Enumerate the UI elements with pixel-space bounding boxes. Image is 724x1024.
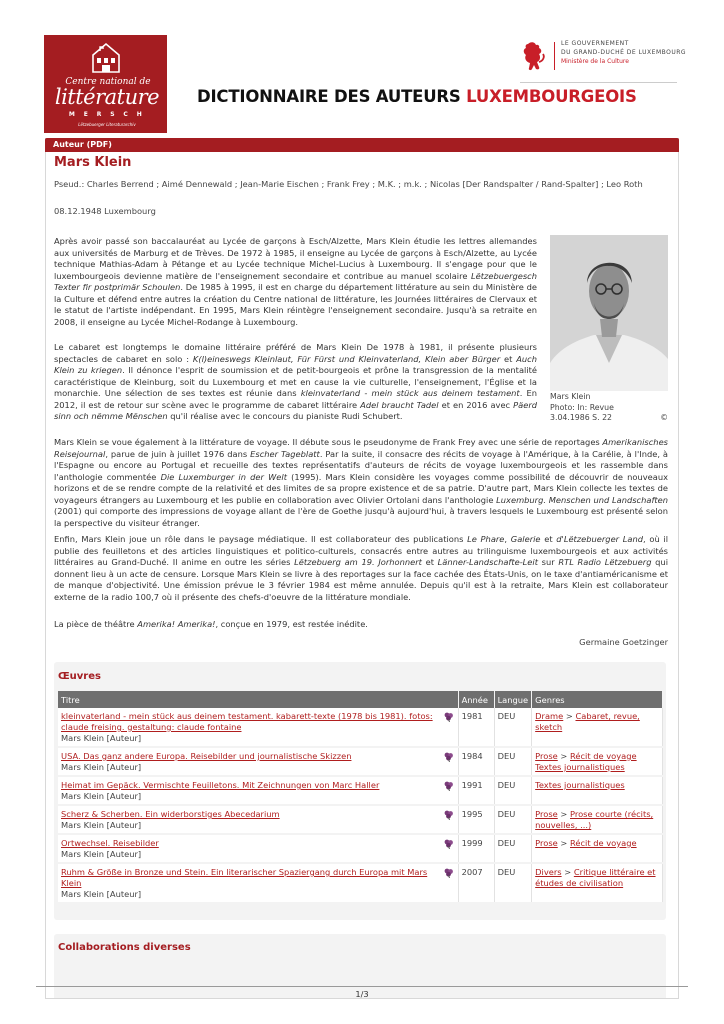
work-year: 1999 xyxy=(458,834,494,863)
logo-tagline: Lëtzebuerger Literaturarchiv xyxy=(78,122,136,127)
bio-italic: Die Luxemburger in der Welt xyxy=(160,471,287,482)
footer-rule xyxy=(36,986,688,987)
work-title-link[interactable]: kleinvaterland - mein stück aus deinem testament. kabarett-texte (1978 bis 1981). fotos: claude freising. gestaltung: claude fontaine xyxy=(61,711,433,732)
bio-paragraph-4 xyxy=(54,534,668,603)
subgenre-link[interactable]: Récit de voyage xyxy=(570,751,637,761)
government-logo[interactable] xyxy=(520,40,690,76)
bio-text: et xyxy=(540,534,557,544)
subgenre-link[interactable]: Récit de voyage xyxy=(570,838,637,848)
work-year: 1995 xyxy=(458,805,494,834)
works-table xyxy=(58,691,663,904)
bio-text: . De 1985 à 1995, il est en charge du département littérature au sein du Ministère de la Culture et défend entre autres la création du Centre national de littérature, les Journées littéraires de Clervaux et le statut de l'artiste indépendant. En 1995, Mars Klein réintègre l'enseignement secondaire. Jusqu'à sa retraite en 2008, il enseigne au Lycée Michel-Rodange à Luxembourg. xyxy=(54,282,538,327)
works-table-row xyxy=(58,805,663,834)
photo-caption-line-2: Photo: In: Revue xyxy=(550,402,614,412)
works-table-row xyxy=(58,776,663,805)
subgenre-link[interactable]: Prose courte (récits, nouvelles, ...) xyxy=(535,809,654,830)
page-number: 1/3 xyxy=(355,989,369,999)
bio-text: La pièce de théâtre xyxy=(54,619,138,629)
works-table-row xyxy=(58,708,663,747)
bio-italic: Luxemburg. Menschen und Landschaften xyxy=(496,494,668,505)
work-title-link[interactable]: USA. Das ganz andere Europa. Reisebilder und journalistische Skizzen xyxy=(61,751,352,761)
cnl-logo[interactable] xyxy=(44,35,167,133)
bio-italic: Päerd sinn och nëmme Mënschen xyxy=(54,399,537,421)
work-year: 2007 xyxy=(458,863,494,903)
page-title-main: DICTIONNAIRE DES AUTEURS xyxy=(197,87,467,106)
work-year: 1991 xyxy=(458,776,494,805)
bio-paragraph-2 xyxy=(54,342,537,423)
logo-line-2: littérature xyxy=(54,85,160,109)
work-author: Mars Klein [Auteur] xyxy=(61,849,142,859)
bio-text: , conçue en 1979, est restée inédite. xyxy=(215,619,368,629)
header-rule xyxy=(520,82,677,83)
bio-italic: Länner-Landschafte-Leit xyxy=(437,557,538,567)
grape-bullet-icon xyxy=(443,780,454,794)
bio-text: , parue de juin à juillet 1976 dans xyxy=(105,448,251,459)
logo-line-1: Centre national de xyxy=(65,77,151,87)
photo-caption-line-1: Mars Klein xyxy=(550,392,591,401)
work-lang: DEU xyxy=(494,863,532,903)
bio-text: sur xyxy=(537,557,559,567)
genre-link[interactable]: Drame xyxy=(535,711,564,721)
bio-text: , où il publie des feuilletons et des articles linguistiques et politico-culturels, consacrés entre autres au trilinguisme luxembourgeois et aux activités littéraires au Grand-Duché. Il anime en outre les séries xyxy=(54,534,669,567)
bio-italic: Amerikanisches Reisejournal xyxy=(54,437,668,459)
bio-text: (2001) qui comporte des impressions de voyage allant de l'ère de Goethe jusqu'à aujourd'hui, à travers lesquels le Luxembourg est présenté selon la perspective du visiteur étranger. xyxy=(54,506,668,528)
bio-italic: Amerika! Amerika! xyxy=(137,619,216,629)
panel-tab-author-pdf[interactable]: Auteur (PDF) xyxy=(45,138,679,152)
genre-separator: > xyxy=(561,867,574,877)
work-title-cell xyxy=(58,747,458,776)
author-portrait-image xyxy=(550,235,668,391)
gov-separator xyxy=(554,42,555,70)
gov-line-1: LE GOUVERNEMENT xyxy=(561,40,629,47)
bio-text: Le cabaret est longtemps le domaine littéraire préféré de Mars Klein De 1978 à 1981, il présente plusieurs spectacles de cabaret en solo : xyxy=(54,342,537,364)
bio-text: (1995). Mars Klein considère les voyages comme possibilité de découvrir de nouveaux horizons et de se rendre compte de la relativité et des limites de sa propre existence et de sa patrie. D'autre part, Mars Klein collecte les textes de voyageurs étrangers au Luxembourg et les publie en collaboration avec Olivier Ortolani dans l'anthologie xyxy=(54,471,668,505)
collaborations-heading: Collaborations diverses xyxy=(58,942,191,953)
page-title xyxy=(197,87,637,106)
work-author: Mars Klein [Auteur] xyxy=(61,820,142,830)
author-birth: 08.12.1948 Luxembourg xyxy=(54,206,156,216)
author-pseudonyms: Pseud.: Charles Berrend ; Aimé Dennewald ; Jean-Marie Eischen ; Frank Frey ; M.K. ; m.k. ; Nicolas [Der Randspalter / Rand-Spalter] ; Leo Roth xyxy=(54,179,643,189)
work-author: Mars Klein [Auteur] xyxy=(61,889,142,899)
bio-italic: K(l)eineswegs Kleinlaut, Für Fürst und Kleinvaterland, Klein aber Bürger xyxy=(192,353,501,364)
bio-text: Mars Klein se voue également à la littérature de voyage. Il débute sous le pseudonyme de Frank Frey avec une série de reportages xyxy=(54,437,603,447)
bio-italic: RTL Radio Lëtzebuerg xyxy=(558,557,652,567)
house-icon xyxy=(90,41,122,75)
col-year[interactable]: Année xyxy=(458,691,494,708)
bio-text: qui donnent lieu à un acte de censure. Lorsque Mars Klein se livre à des reportages sur la face cachée des États-Unis, on le taxe d'antiaméricanisme et de manque d'objectivité. Une émission prévue le 3 février 1984 est même annulée. Depuis qu'il est à la retraite, Mars Klein est collaborateur externe de la radio 100,7 où il présente des chefs-d'oeuvre de la littérature mondiale. xyxy=(54,557,668,602)
genre-separator: > xyxy=(563,711,576,721)
works-heading: Œuvres xyxy=(58,671,101,682)
genre-separator: > xyxy=(557,838,570,848)
bio-paragraph-3 xyxy=(54,437,668,529)
work-title-cell xyxy=(58,834,458,863)
bio-text: Après avoir passé son baccalauréat au Lycée de garçons à Esch/Alzette, Mars Klein étudie les lettres allemandes aux universités de Marburg et de Trèves. De 1972 à 1985, il enseigne au Lycée de garçons à Esch/Alzette, au Lycée technique Mathias-Adam à Pétange et au Lycée technique Michel-Lucius à Luxembourg. Il s'engage pour que le luxembourgeois devienne matière de l'enseignement secondaire et contribue au manuel scolaire xyxy=(54,236,537,281)
work-genres xyxy=(532,805,663,834)
genre-link[interactable]: Prose xyxy=(535,751,558,761)
work-author: Mars Klein [Auteur] xyxy=(61,762,142,772)
bio-italic: d'Lëtzebuerger Land xyxy=(556,534,644,544)
work-title-cell xyxy=(58,708,458,747)
copyright-mark[interactable]: © xyxy=(660,413,668,422)
bio-italic: Galerie xyxy=(510,534,541,544)
work-lang: DEU xyxy=(494,834,532,863)
lion-icon xyxy=(520,40,548,72)
work-genres xyxy=(532,776,663,805)
works-table-header xyxy=(58,691,663,708)
bio-italic: kleinvaterland - mein stück aus deinem testament xyxy=(300,388,520,398)
genre-link[interactable]: Prose xyxy=(535,809,558,819)
genre-link[interactable]: Divers xyxy=(535,867,562,877)
gov-line-2: DU GRAND-DUCHÉ DE LUXEMBOURG xyxy=(561,49,687,56)
author-name: Mars Klein xyxy=(54,155,132,170)
col-title[interactable]: Titre xyxy=(58,691,458,708)
col-genres[interactable]: Genres xyxy=(532,691,663,708)
genre-separator: > xyxy=(557,751,570,761)
work-lang: DEU xyxy=(494,747,532,776)
work-title-cell xyxy=(58,863,458,903)
work-author: Mars Klein [Auteur] xyxy=(61,791,142,801)
subgenre-link[interactable]: Critique littéraire et études de civilisation xyxy=(535,867,656,888)
work-title-link[interactable]: Ruhm & Größe in Bronze und Stein. Ein literarischer Spaziergang durch Europa mit Mars Klein xyxy=(61,867,428,888)
genre-link-2[interactable]: Textes journalistiques xyxy=(535,762,625,772)
bio-text: , xyxy=(504,534,511,544)
bio-text: qu'il réalise avec le concours du pianiste Rudi Schubert. xyxy=(167,411,403,421)
bio-text: et xyxy=(500,353,517,364)
article-signature: Germaine Goetzinger xyxy=(579,637,668,647)
work-title-cell xyxy=(58,805,458,834)
bio-italic: Le Phare xyxy=(467,534,505,544)
grape-bullet-icon xyxy=(443,809,454,823)
bio-paragraph-1 xyxy=(54,236,537,328)
bio-italic: Lëtzebuergesch Texter fir postprimär Schoulen xyxy=(54,270,537,292)
bio-italic: Adel braucht Tadel xyxy=(360,399,439,410)
work-title-link[interactable]: Scherz & Scherben. Ein widerborstiges Abecedarium xyxy=(61,809,280,819)
bio-text: . Il dénonce l'esprit de soumission et de petit-bourgeois et prône la transgression de la mentalité caractéristique de Kleinburg, soit du Luxembourg et met en cause la vie culturelle, l'enseignement, l'Église et la monarchie. Une sélection de ses textes est réunie dans xyxy=(54,365,537,398)
page-title-accent: LUXEMBOURGEOIS xyxy=(466,87,637,106)
genre-link[interactable]: Textes journalistiques xyxy=(535,780,625,790)
work-lang: DEU xyxy=(494,708,532,747)
gov-line-3: Ministère de la Culture xyxy=(561,58,629,65)
work-lang: DEU xyxy=(494,776,532,805)
logo-place: M E R S C H xyxy=(68,111,146,118)
bio-text: . En 2012, il est de retour sur scène avec le programme de cabaret littéraire xyxy=(54,388,538,410)
works-table-row xyxy=(58,863,663,903)
subgenre-link[interactable]: Cabaret, revue, sketch xyxy=(535,711,640,732)
work-genres xyxy=(532,863,663,903)
work-title-link[interactable]: Ortwechsel. Reisebilder xyxy=(61,838,159,848)
work-year: 1981 xyxy=(458,708,494,747)
work-genres xyxy=(532,708,663,747)
bio-italic: Auch Klein zu kriegen xyxy=(54,353,537,375)
bio-text: et en 2016 avec xyxy=(438,399,514,410)
work-title-link[interactable]: Heimat im Gepäck. Vermischte Feuilletons. Mit Zeichnungen von Marc Haller xyxy=(61,780,380,790)
bio-italic: Lëtzebuerg am 19. Jorhonnert xyxy=(294,557,422,567)
work-title-cell xyxy=(58,776,458,805)
work-lang: DEU xyxy=(494,805,532,834)
grape-bullet-icon xyxy=(443,838,454,852)
genre-link[interactable]: Prose xyxy=(535,838,558,848)
bio-text: Enfin, Mars Klein joue un rôle dans le paysage médiatique. Il est collaborateur des publications xyxy=(54,534,468,544)
author-photo xyxy=(550,235,668,391)
photo-caption-line-3: 3.04.1986 S. 22 xyxy=(550,413,612,422)
work-author: Mars Klein [Auteur] xyxy=(61,733,142,743)
bio-text: et xyxy=(421,557,438,567)
bio-italic: Escher Tageblatt xyxy=(250,448,320,459)
grape-bullet-icon xyxy=(443,751,454,765)
works-table-row xyxy=(58,747,663,776)
bio-text: . Par la suite, il consacre des récits de voyage à l'Amérique, à la Carélie, à l'Inde, à l'Espagne ou encore au Portugal et recueille des textes représentatifs d'auteurs de récits de voyage luxembourgeois et les rassemble dans l'anthologie commentée xyxy=(54,448,669,482)
grape-bullet-icon xyxy=(443,867,454,881)
grape-bullet-icon xyxy=(443,711,454,725)
work-genres xyxy=(532,747,663,776)
work-year: 1984 xyxy=(458,747,494,776)
photo-caption xyxy=(550,392,668,424)
col-lang[interactable]: Langue xyxy=(494,691,532,708)
genre-separator: > xyxy=(557,809,570,819)
works-table-row xyxy=(58,834,663,863)
work-genres xyxy=(532,834,663,863)
bio-paragraph-5 xyxy=(54,619,668,631)
